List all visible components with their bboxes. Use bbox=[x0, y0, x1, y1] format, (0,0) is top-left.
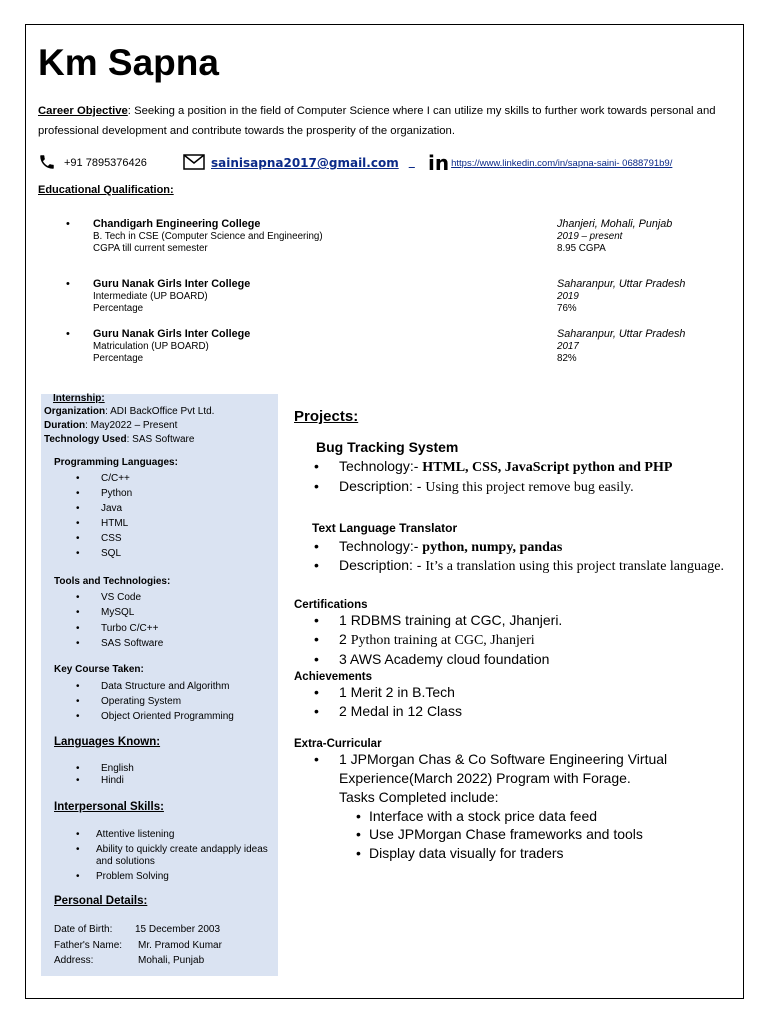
list-item: • Operating System bbox=[54, 694, 274, 709]
address-row: Address: Mohali, Punjab bbox=[54, 955, 205, 966]
interpersonal-heading: Interpersonal Skills: bbox=[54, 801, 164, 813]
list-item: • English bbox=[54, 763, 274, 775]
list-item: • VS Code bbox=[54, 590, 274, 605]
school-name: Chandigarh Engineering College bbox=[93, 218, 261, 230]
tools-heading: Tools and Technologies: bbox=[54, 576, 171, 587]
email-link[interactable]: sainisapna2017@gmail.com bbox=[211, 156, 399, 170]
education-heading: Educational Qualification: bbox=[38, 184, 174, 196]
email-trailing-space bbox=[409, 157, 415, 169]
internship-duration: Duration: May2022 – Present bbox=[44, 420, 178, 431]
education-item bbox=[66, 218, 726, 258]
internship-tech: Technology Used: SAS Software bbox=[44, 434, 195, 445]
internship-org: Organization: ADI BackOffice Pvt Ltd. bbox=[44, 406, 215, 417]
study-years: 2019 bbox=[557, 290, 579, 302]
right-column bbox=[294, 408, 734, 862]
project-desc: • Description: - It’s a translation using this project translate language. bbox=[294, 557, 734, 575]
project-desc: • Description: - Using this project remove bug easily. bbox=[294, 477, 734, 497]
project-title: Bug Tracking System bbox=[316, 439, 459, 455]
linkedin-link[interactable]: https://www.linkedin.com/in/sapna-saini- 0688791b9/ bbox=[451, 157, 673, 169]
study-years: 2017 bbox=[557, 340, 579, 352]
father-row: Father's Name: Mr. Pramod Kumar bbox=[54, 939, 222, 951]
degree-detail: Intermediate (UP BOARD) bbox=[93, 290, 208, 302]
bullet-icon: • bbox=[66, 278, 70, 290]
list-item: • Turbo C/C++ bbox=[54, 621, 274, 636]
list-item: • Hindi bbox=[54, 775, 274, 787]
list-item: • SAS Software bbox=[54, 636, 274, 651]
extra-heading: Extra-Curricular bbox=[294, 738, 382, 750]
education-item bbox=[66, 328, 726, 368]
tools-section bbox=[54, 575, 274, 651]
list-item: • Ability to quickly create andapply ideas and solutions bbox=[54, 844, 276, 869]
school-place: Jhanjeri, Mohali, Punjab bbox=[557, 218, 673, 230]
score-metric: CGPA till current semester bbox=[93, 243, 208, 254]
score-value: 76% bbox=[557, 303, 577, 314]
objective-label: Career Objective bbox=[38, 105, 128, 117]
phone-contact bbox=[38, 152, 147, 174]
candidate-name: Km Sapna bbox=[38, 42, 219, 83]
mail-icon bbox=[183, 154, 205, 173]
list-item: • Object Oriented Programming bbox=[54, 709, 274, 724]
languages-section bbox=[54, 735, 274, 787]
internship-heading: Internship: bbox=[53, 393, 105, 404]
task-item: • Interface with a stock price data feed bbox=[294, 807, 734, 826]
list-item: • Data Structure and Algorithm bbox=[54, 679, 274, 694]
project-tech: • Technology:- HTML, CSS, JavaScript python and PHP bbox=[294, 457, 734, 477]
degree-detail: B. Tech in CSE (Computer Science and Engineering) bbox=[93, 230, 323, 242]
list-item: • HTML bbox=[54, 516, 274, 531]
projects-heading: Projects: bbox=[294, 408, 359, 425]
education-item bbox=[66, 278, 726, 318]
school-name: Guru Nanak Girls Inter College bbox=[93, 278, 251, 290]
list-item: • Problem Solving bbox=[54, 871, 276, 884]
certifications-heading: Certifications bbox=[294, 599, 368, 611]
tasks-label: Tasks Completed include: bbox=[339, 789, 499, 805]
programming-heading: Programming Languages: bbox=[54, 457, 178, 468]
phone-icon bbox=[38, 153, 56, 174]
score-value: 8.95 CGPA bbox=[557, 243, 606, 254]
school-place: Saharanpur, Uttar Pradesh bbox=[557, 278, 686, 290]
list-item: • Python bbox=[54, 486, 274, 501]
achievement-item: • 1 Merit 2 in B.Tech bbox=[294, 683, 734, 702]
project-tech: • Technology:- python, numpy, pandas bbox=[294, 537, 734, 557]
list-item: • C/C++ bbox=[54, 471, 274, 486]
phone-number: +91 7895376426 bbox=[64, 157, 147, 169]
achievement-item: • 2 Medal in 12 Class bbox=[294, 702, 734, 721]
task-item: • Display data visually for traders bbox=[294, 844, 734, 863]
email-contact[interactable] bbox=[183, 152, 415, 174]
project-title: Text Language Translator bbox=[312, 521, 458, 535]
certification-item: • 2 Python training at CGC, Jhanjeri bbox=[294, 630, 734, 650]
list-item: • Java bbox=[54, 501, 274, 516]
courses-heading: Key Course Taken: bbox=[54, 664, 144, 675]
school-place: Saharanpur, Uttar Pradesh bbox=[557, 328, 686, 340]
certification-item: • 1 RDBMS training at CGC, Jhanjeri. bbox=[294, 611, 734, 630]
bullet-icon: • bbox=[66, 218, 70, 230]
list-item: • MySQL bbox=[54, 605, 274, 620]
list-item: • SQL bbox=[54, 546, 274, 561]
courses-section bbox=[54, 663, 274, 724]
internship-details bbox=[44, 405, 274, 447]
career-objective bbox=[38, 101, 728, 141]
programming-section bbox=[54, 456, 274, 561]
certification-item: • 3 AWS Academy cloud foundation bbox=[294, 650, 734, 669]
bullet-icon: • bbox=[66, 328, 70, 340]
linkedin-contact[interactable] bbox=[428, 152, 672, 174]
score-value: 82% bbox=[557, 353, 577, 364]
score-metric: Percentage bbox=[93, 303, 144, 314]
list-item: • CSS bbox=[54, 531, 274, 546]
personal-heading: Personal Details: bbox=[54, 895, 148, 907]
extra-item: • 1 JPMorgan Chas & Co Software Engineering Virtual Experience(March 2022) Program with Forage. bbox=[294, 750, 734, 788]
school-name: Guru Nanak Girls Inter College bbox=[93, 328, 251, 340]
list-item: • Attentive listening bbox=[54, 829, 276, 842]
score-metric: Percentage bbox=[93, 353, 144, 364]
languages-heading: Languages Known: bbox=[54, 736, 161, 748]
study-years: 2019 – present bbox=[557, 230, 623, 242]
interpersonal-section bbox=[54, 800, 276, 883]
personal-section bbox=[54, 894, 274, 968]
objective-text: : Seeking a position in the field of Computer Science where I can utilize my skills to further work towards personal and professional development and contribute towards the prosperity of the organization. bbox=[38, 105, 716, 137]
task-item: • Use JPMorgan Chase frameworks and tools bbox=[294, 825, 734, 844]
dob-row: Date of Birth: 15 December 2003 bbox=[54, 924, 221, 935]
linkedin-icon: in bbox=[428, 151, 450, 175]
degree-detail: Matriculation (UP BOARD) bbox=[93, 340, 209, 352]
achievements-heading: Achievements bbox=[294, 671, 372, 683]
